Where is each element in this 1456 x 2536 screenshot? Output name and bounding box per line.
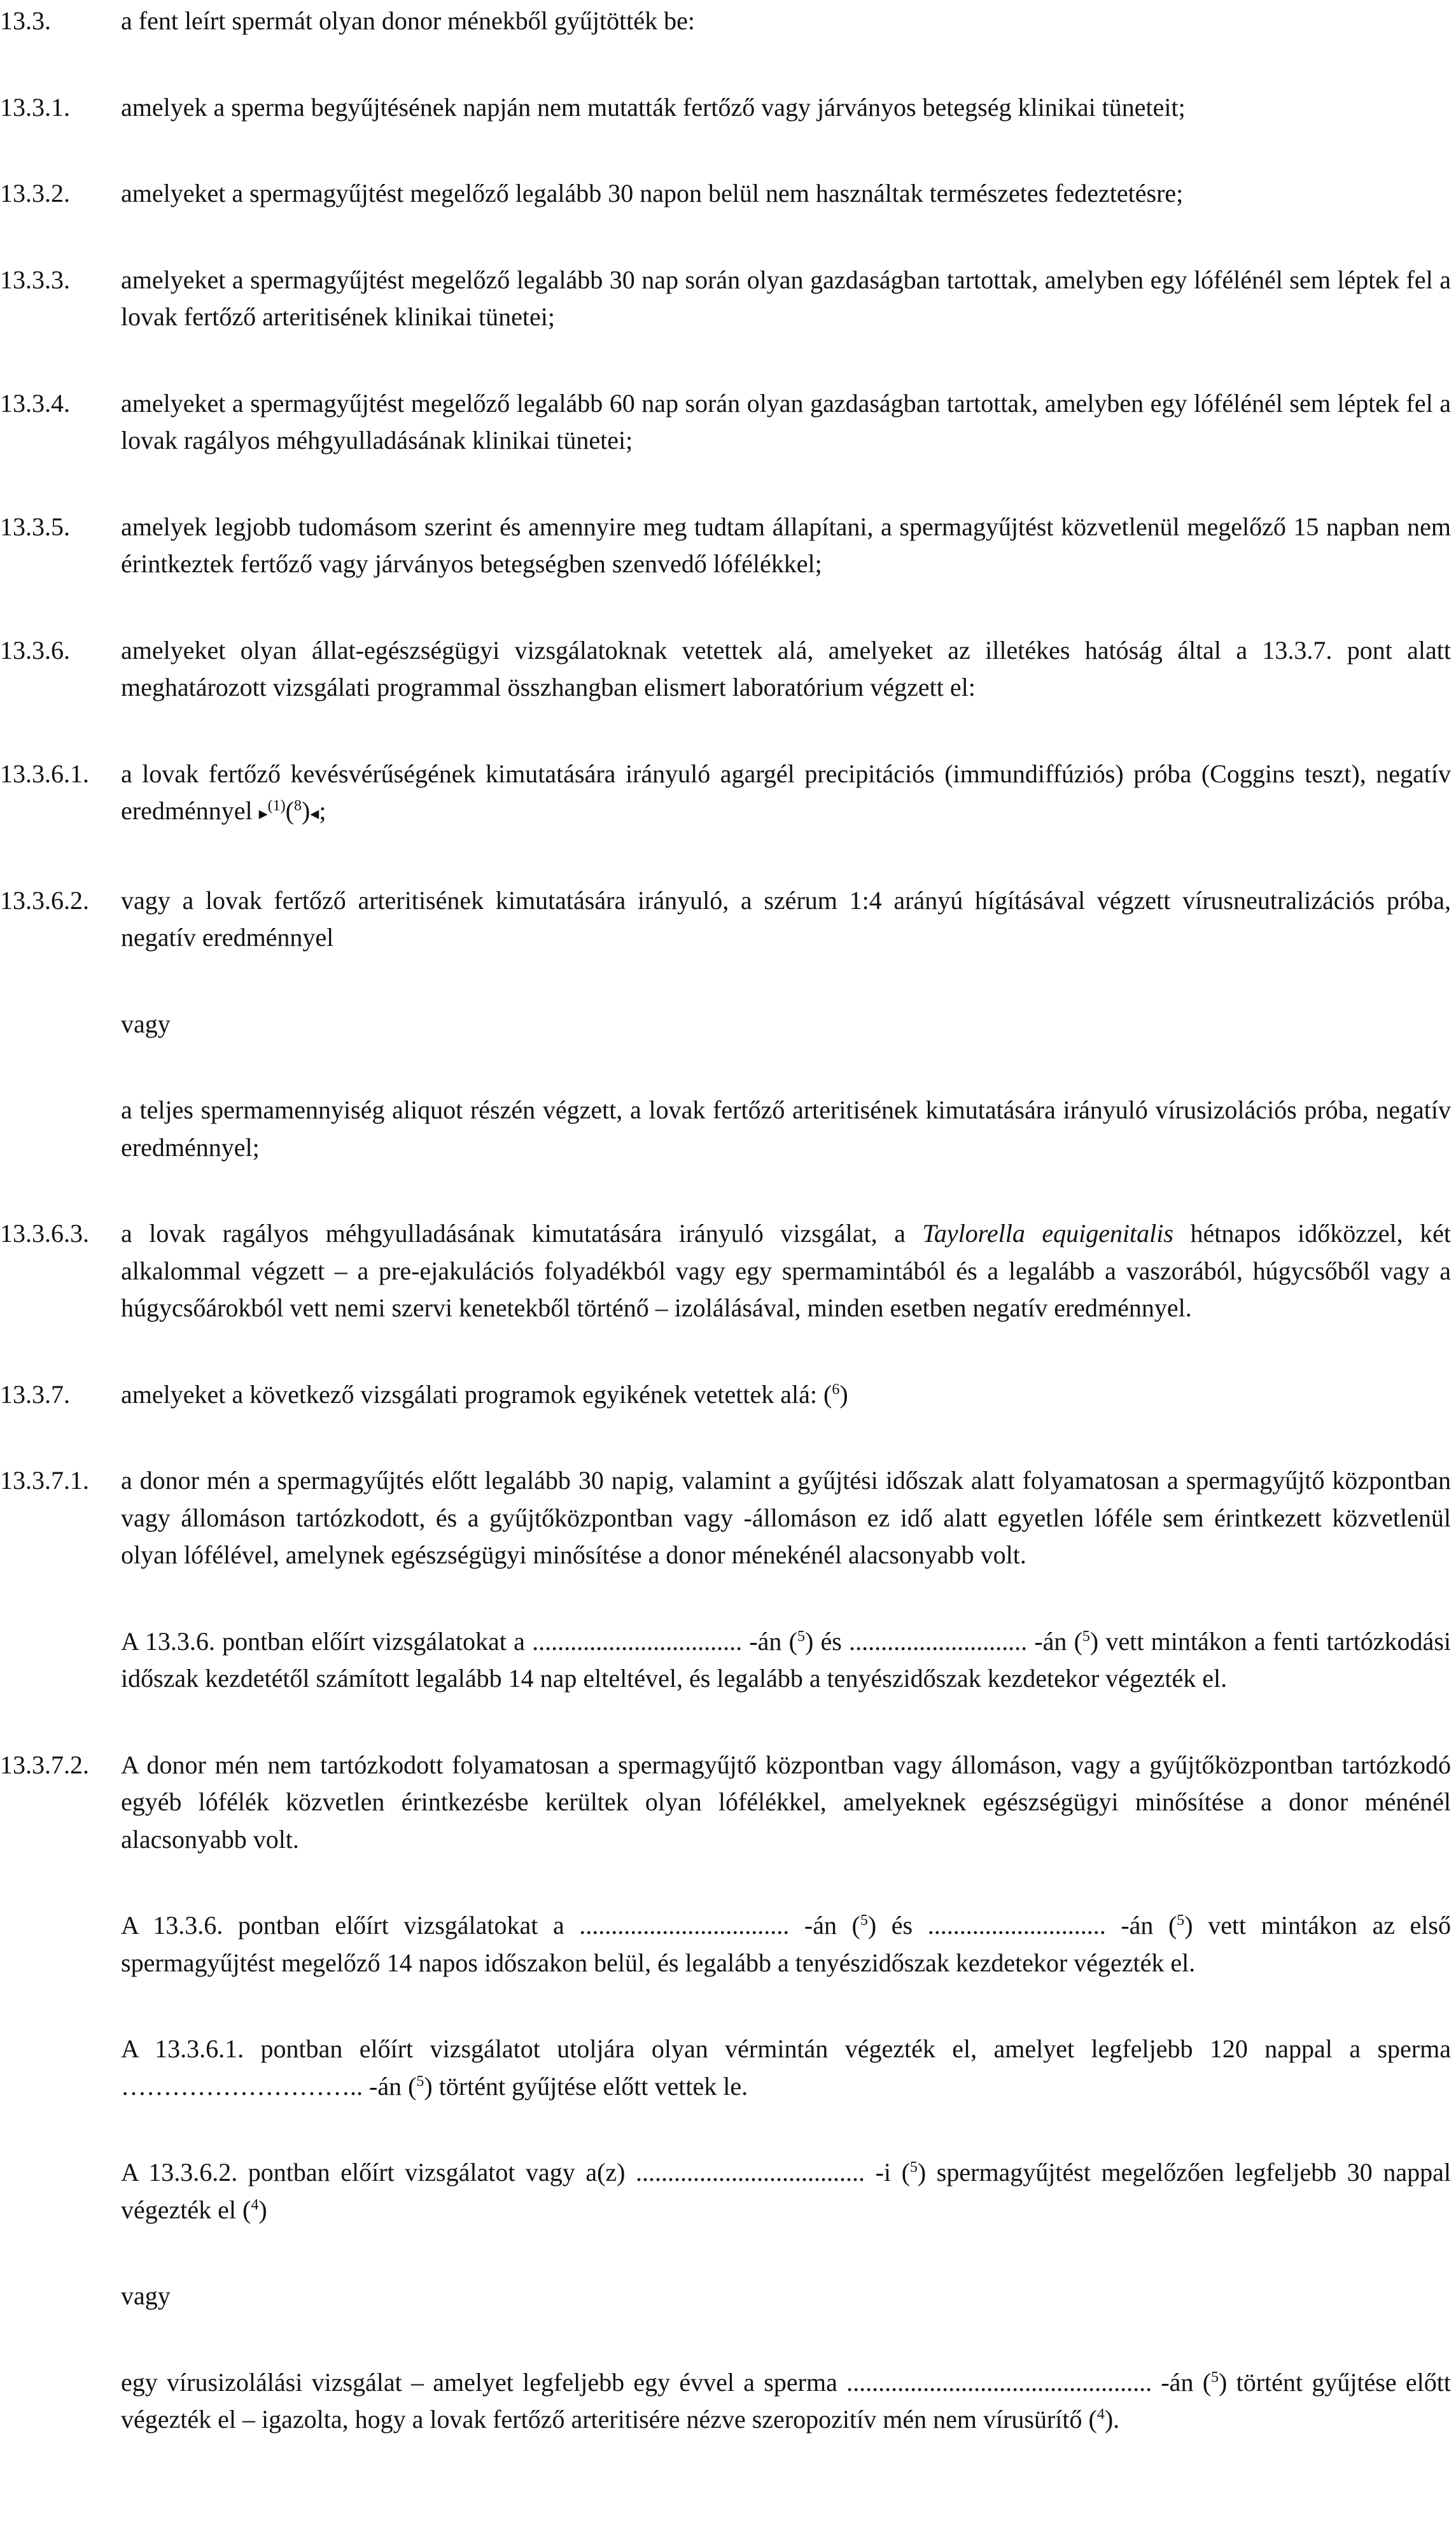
text-run: ) [258, 2195, 267, 2224]
text-run: ) és ............................ -án ( [804, 1626, 1082, 1656]
paragraph-text [121, 2278, 1451, 2315]
paragraph-text [121, 1376, 1451, 1414]
text-run: ) [301, 796, 311, 825]
footnote-reference: (1) [267, 798, 286, 814]
footnote-reference: 5 [1082, 1628, 1090, 1645]
paragraph-number: 13.3.2. [0, 179, 70, 208]
italic-term: Taylorella equigenitalis [922, 1219, 1173, 1248]
text-run: egy vírusizolálási vizsgálat – amelyet legfeljebb egy évvel a sperma ................................................ -án ( [121, 2367, 1212, 2397]
footnote-reference: 6 [832, 1381, 840, 1398]
paragraph-text [121, 1462, 1451, 1574]
footnote-reference: 8 [293, 798, 302, 814]
paragraph-text [121, 756, 1451, 833]
paragraph-number: 13.3.6.1. [0, 759, 89, 788]
text-run: amelyeket a spermagyűjtést megelőző legalább 30 nap során olyan gazdaságban tartottak, amelyben egy lófélénél sem léptek fel a lovak fertőző arteritisének klinikai tünetei; [121, 265, 1451, 331]
paragraph-text [121, 2154, 1451, 2229]
paragraph-number: 13.3.6.2. [0, 885, 89, 915]
paragraph-text [121, 632, 1451, 707]
text-run: ) spermagyűjtést megelőzően legfeljebb 30 nappal végezték el ( [121, 2158, 1451, 2224]
text-run: a lovak ragályos méhgyulladásának kimutatására irányuló vizsgálat, a [121, 1219, 923, 1248]
paragraph-text [121, 1006, 1451, 1043]
text-run: amelyeket a spermagyűjtést megelőző legalább 60 nap során olyan gazdaságban tartottak, amelyben egy lófélénél sem léptek fel a lovak ragályos méhgyulladásának klinikai tünetei; [121, 388, 1451, 454]
paragraph-number: 13.3.7. [0, 1379, 70, 1409]
paragraph [0, 632, 1451, 707]
text-run: ). [1104, 2405, 1120, 2434]
text-run: amelyeket a spermagyűjtést megelőző legalább 30 napon belül nem használtak természetes fedeztetésre; [121, 179, 1184, 208]
paragraph-text [121, 2031, 1451, 2105]
text-run: vagy [121, 2281, 171, 2310]
text-run: ) vett mintákon a fenti tartózkodási időszak kezdetétől számított legalább 14 nap elteltével, és legalább a tenyészidőszak kezdetekor végezték el. [121, 1626, 1451, 1693]
paragraph [0, 2364, 1451, 2439]
text-run: ) és ............................ -án ( [867, 1911, 1177, 1940]
text-run: ; [319, 796, 326, 825]
text-run: a fent leírt spermát olyan donor ménekből gyűjtötték be: [121, 6, 695, 35]
text-run: amelyeket a következő vizsgálati programok egyikének vetettek alá: ( [121, 1379, 832, 1409]
paragraph-text [121, 385, 1451, 460]
text-run: A 13.3.6. pontban előírt vizsgálatokat a ................................. -án ( [121, 1911, 860, 1940]
paragraph-text [121, 1092, 1451, 1166]
text-run: amelyeket olyan állat-egészségügyi vizsgálatoknak vetettek alá, amelyeket az illetékes hatóság által a 13.3.7. pont alatt meghatározott vizsgálati programmal összhangban elismert laboratórium végzett el: [121, 635, 1451, 701]
paragraph [0, 1006, 1451, 1043]
footnote-reference: 5 [1177, 1912, 1185, 1929]
paragraph-number: 13.3.4. [0, 388, 70, 418]
paragraph-text [121, 1747, 1451, 1859]
paragraph-number: 13.3.3. [0, 265, 70, 294]
text-run: A 13.3.6.1. pontban előírt vizsgálatot utoljára olyan vérmintán végezték el, amelyet legfeljebb 120 nappal a sperma ……………………….. -án ( [121, 2034, 1451, 2101]
paragraph [0, 1907, 1451, 1982]
paragraph [0, 1092, 1451, 1166]
paragraph-text [121, 1907, 1451, 1982]
paragraph [0, 262, 1451, 336]
footnote-reference: 4 [251, 2196, 259, 2213]
paragraph [0, 3, 1451, 40]
text-run: ) [839, 1379, 848, 1409]
text-run: hétnapos időközzel, két alkalommal végzett – a pre-ejakulációs folyadékból vagy egy spermamintából és a legalább a vaszorából, húgycsőből vagy a húgycsőárokból vett nemi szervi kenetekből történő – izolálásával, minden esetben negatív eredménnyel. [121, 1219, 1451, 1322]
text-run: A 13.3.6.2. pontban előírt vizsgálatot vagy a(z) .................................... -i ( [121, 2158, 910, 2187]
paragraph [0, 509, 1451, 583]
paragraph [0, 1747, 1451, 1859]
footnote-reference: 5 [1211, 2369, 1219, 2386]
paragraph-number: 13.3.6.3. [0, 1219, 89, 1248]
paragraph-text [121, 1623, 1451, 1698]
text-run: amelyek legjobb tudomásom szerint és amennyire meg tudtam állapítani, a spermagyűjtést közvetlenül megelőző 15 napban nem érintkeztek fertőző vagy járványos betegségben szenvedő lófélékkel; [121, 512, 1451, 578]
amendment-start-marker-icon: ▸ [258, 804, 268, 824]
text-run: A donor mén nem tartózkodott folyamatosan a spermagyűjtő központban vagy állomáson, vagy a gyűjtőközpontban tartózkodó egyéb lófélék közvetlen érintkezésbe kerültek olyan lófélékkel, amelyeknek egészségügyi minősítése a donor ménénél alacsonyabb volt. [121, 1750, 1451, 1854]
paragraph [0, 1462, 1451, 1574]
text-run: amelyek a sperma begyűjtésének napján nem mutatták fertőző vagy járványos betegség klinikai tüneteit; [121, 92, 1186, 122]
paragraph [0, 1215, 1451, 1327]
paragraph-number: 13.3.7.1. [0, 1466, 89, 1495]
footnote-reference: 4 [1096, 2406, 1105, 2423]
text-run: ) vett mintákon az első spermagyűjtést megelőző 14 napos időszakon belül, és legalább a tenyészidőszak kezdetekor végezték el. [121, 1911, 1451, 1977]
paragraph [0, 175, 1451, 213]
paragraph-text [121, 1215, 1451, 1327]
text-run: A 13.3.6. pontban előírt vizsgálatokat a ................................. -án ( [121, 1626, 797, 1656]
footnote-reference: 5 [860, 1912, 868, 1929]
paragraph [0, 2154, 1451, 2229]
paragraph-text [121, 3, 1451, 40]
paragraph [0, 756, 1451, 833]
footnote-reference: 5 [416, 2073, 424, 2090]
paragraph [0, 385, 1451, 460]
text-run: vagy [121, 1009, 171, 1038]
text-run: ) történt gyűjtése előtt vettek le. [424, 2071, 748, 2101]
paragraph-number: 13.3. [0, 6, 51, 35]
paragraph-number: 13.3.6. [0, 635, 70, 665]
text-run: ) történt gyűjtése előtt végezték el – igazolta, hogy a lovak fertőző arteritisére nézve szeropozitív mén nem vírusürítő ( [121, 2367, 1451, 2434]
paragraph [0, 1623, 1451, 1698]
text-run: a teljes spermamennyiség aliquot részén végzett, a lovak fertőző arteritisének kimutatására irányuló vírusizolációs próba, negatív eredménnyel; [121, 1095, 1451, 1162]
text-run: vagy a lovak fertőző arteritisének kimutatására irányuló, a szérum 1:4 arányú hígításával végzett vírusneutralizációs próba, negatív eredménnyel [121, 885, 1451, 952]
text-run: a lovak fertőző kevésvérűségének kimutatására irányuló agargél precipitációs (immundiffúziós) próba (Coggins teszt), negatív eredménnyel [121, 759, 1451, 825]
paragraph-text [121, 509, 1451, 583]
paragraph [0, 882, 1451, 957]
paragraph-text [121, 2364, 1451, 2439]
paragraph-text [121, 882, 1451, 957]
amendment-end-marker-icon: ◂ [310, 804, 319, 824]
paragraph [0, 1376, 1451, 1414]
paragraph [0, 2278, 1451, 2315]
text-run: ( [285, 796, 294, 825]
paragraph-text [121, 262, 1451, 336]
paragraph-number: 13.3.1. [0, 92, 70, 122]
paragraph-number: 13.3.7.2. [0, 1750, 89, 1779]
footnote-reference: 5 [909, 2159, 918, 2176]
paragraph-number: 13.3.5. [0, 512, 70, 541]
paragraph [0, 89, 1451, 127]
paragraph [0, 2031, 1451, 2105]
text-run: a donor mén a spermagyűjtés előtt legalább 30 napig, valamint a gyűjtési időszak alatt folyamatosan a spermagyűjtő központban vagy állomáson tartózkodott, és a gyűjtőközpontban vagy -állomáson ez idő alatt egyetlen lóféle sem érintkezett közvetlenül olyan lófélével, amelynek egészségügyi minősítése a donor ménekénél alacsonyabb volt. [121, 1466, 1451, 1569]
paragraph-text [121, 89, 1451, 127]
footnote-reference: 5 [797, 1628, 805, 1645]
paragraph-text [121, 175, 1451, 213]
